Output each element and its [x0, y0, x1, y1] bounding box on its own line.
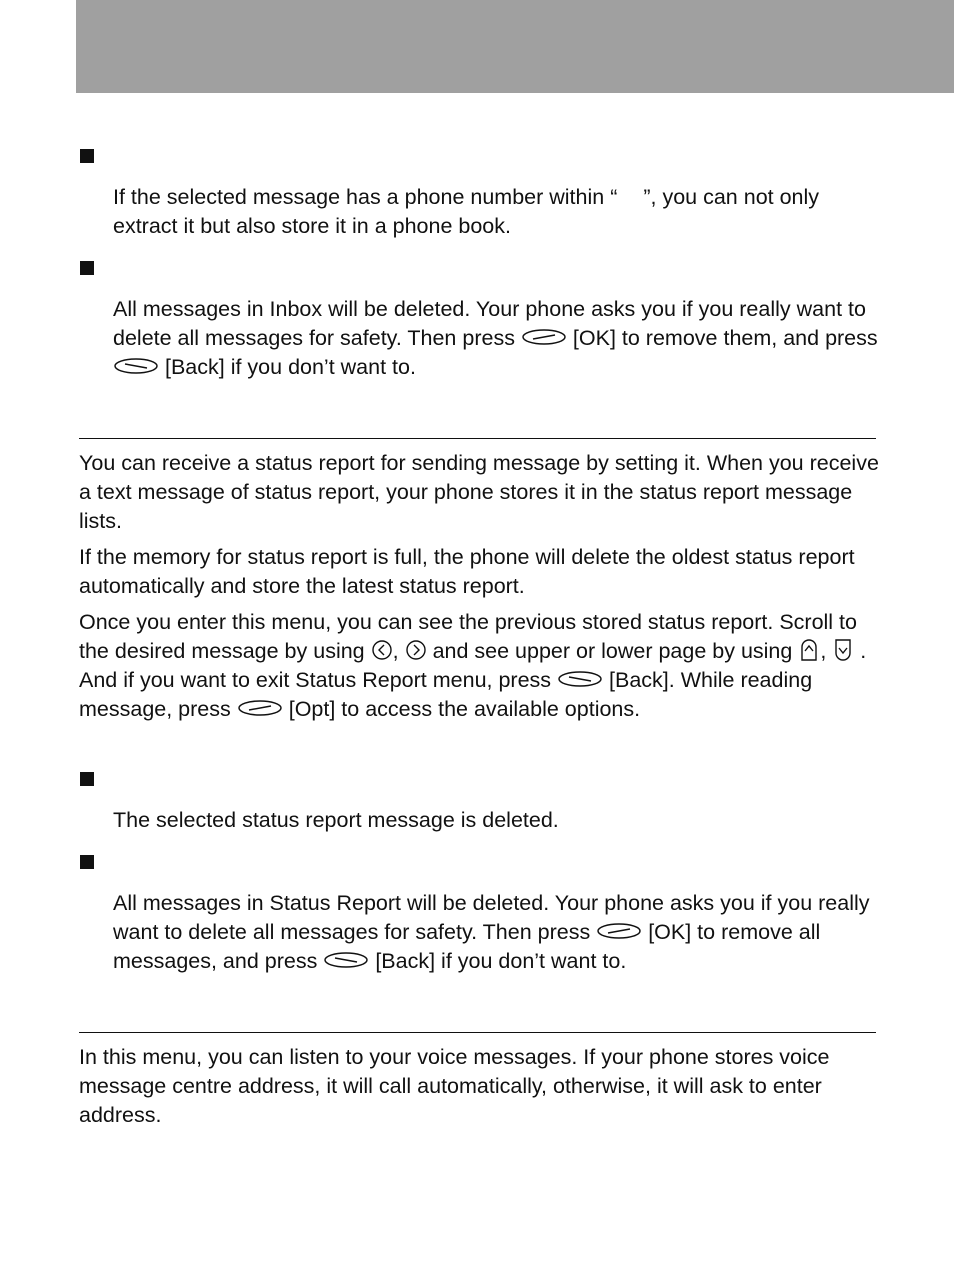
- section-divider: [79, 438, 876, 439]
- soft-key-left-icon: [323, 951, 369, 969]
- voice-paragraph: In this menu, you can listen to your voice messages. If your phone stores voice message centre address, it will call automatically, otherwise, it will ask to enter address.: [79, 1045, 830, 1127]
- status-report-paragraph-2: If the memory for status report is full, the phone will delete the oldest status report automatically and store the latest status report.: [79, 545, 855, 598]
- soft-key-left-icon: [557, 670, 603, 688]
- section-bullet: [80, 149, 94, 163]
- section-divider: [79, 1032, 876, 1033]
- soft-key-left-icon: [113, 357, 159, 375]
- header-band: [76, 0, 954, 93]
- soft-key-right-icon: [237, 699, 283, 717]
- section-bullet: [80, 261, 94, 275]
- status-report-paragraph-1: You can receive a status report for sending message by setting it. When you receive a text message of status report, your phone stores it in the status report message lists.: [79, 451, 879, 533]
- nav-down-icon: [832, 638, 854, 662]
- delete-all-status-paragraph: All messages in Status Report will be deleted. Your phone asks you if you really want to delete all messages for safety. Then press [OK] to remove all messages, and press [Back] if you don’t want to.: [113, 891, 870, 973]
- section-bullet: [80, 772, 94, 786]
- soft-key-right-icon: [521, 328, 567, 346]
- section-bullet: [80, 855, 94, 869]
- soft-key-right-icon: [596, 922, 642, 940]
- delete-paragraph: The selected status report message is deleted.: [113, 808, 559, 832]
- status-report-paragraph-3: Once you enter this menu, you can see the previous stored status report. Scroll to the desired message by using , and see upper or lower page by using , . And if you want to exit Status Report menu, press [Back]. While reading message, press [Opt] to access the available options.: [79, 610, 867, 721]
- nav-left-icon: [371, 639, 393, 661]
- delete-all-inbox-paragraph: All messages in Inbox will be deleted. Your phone asks you if you really want to delete all messages for safety. Then press [OK] to remove them, and press [Back] if you don’t want to.: [113, 297, 878, 379]
- extract-paragraph: If the selected message has a phone number within “ ”, you can not only extract it but also store it in a phone book.: [113, 185, 820, 238]
- nav-right-icon: [405, 639, 427, 661]
- nav-up-icon: [798, 638, 820, 662]
